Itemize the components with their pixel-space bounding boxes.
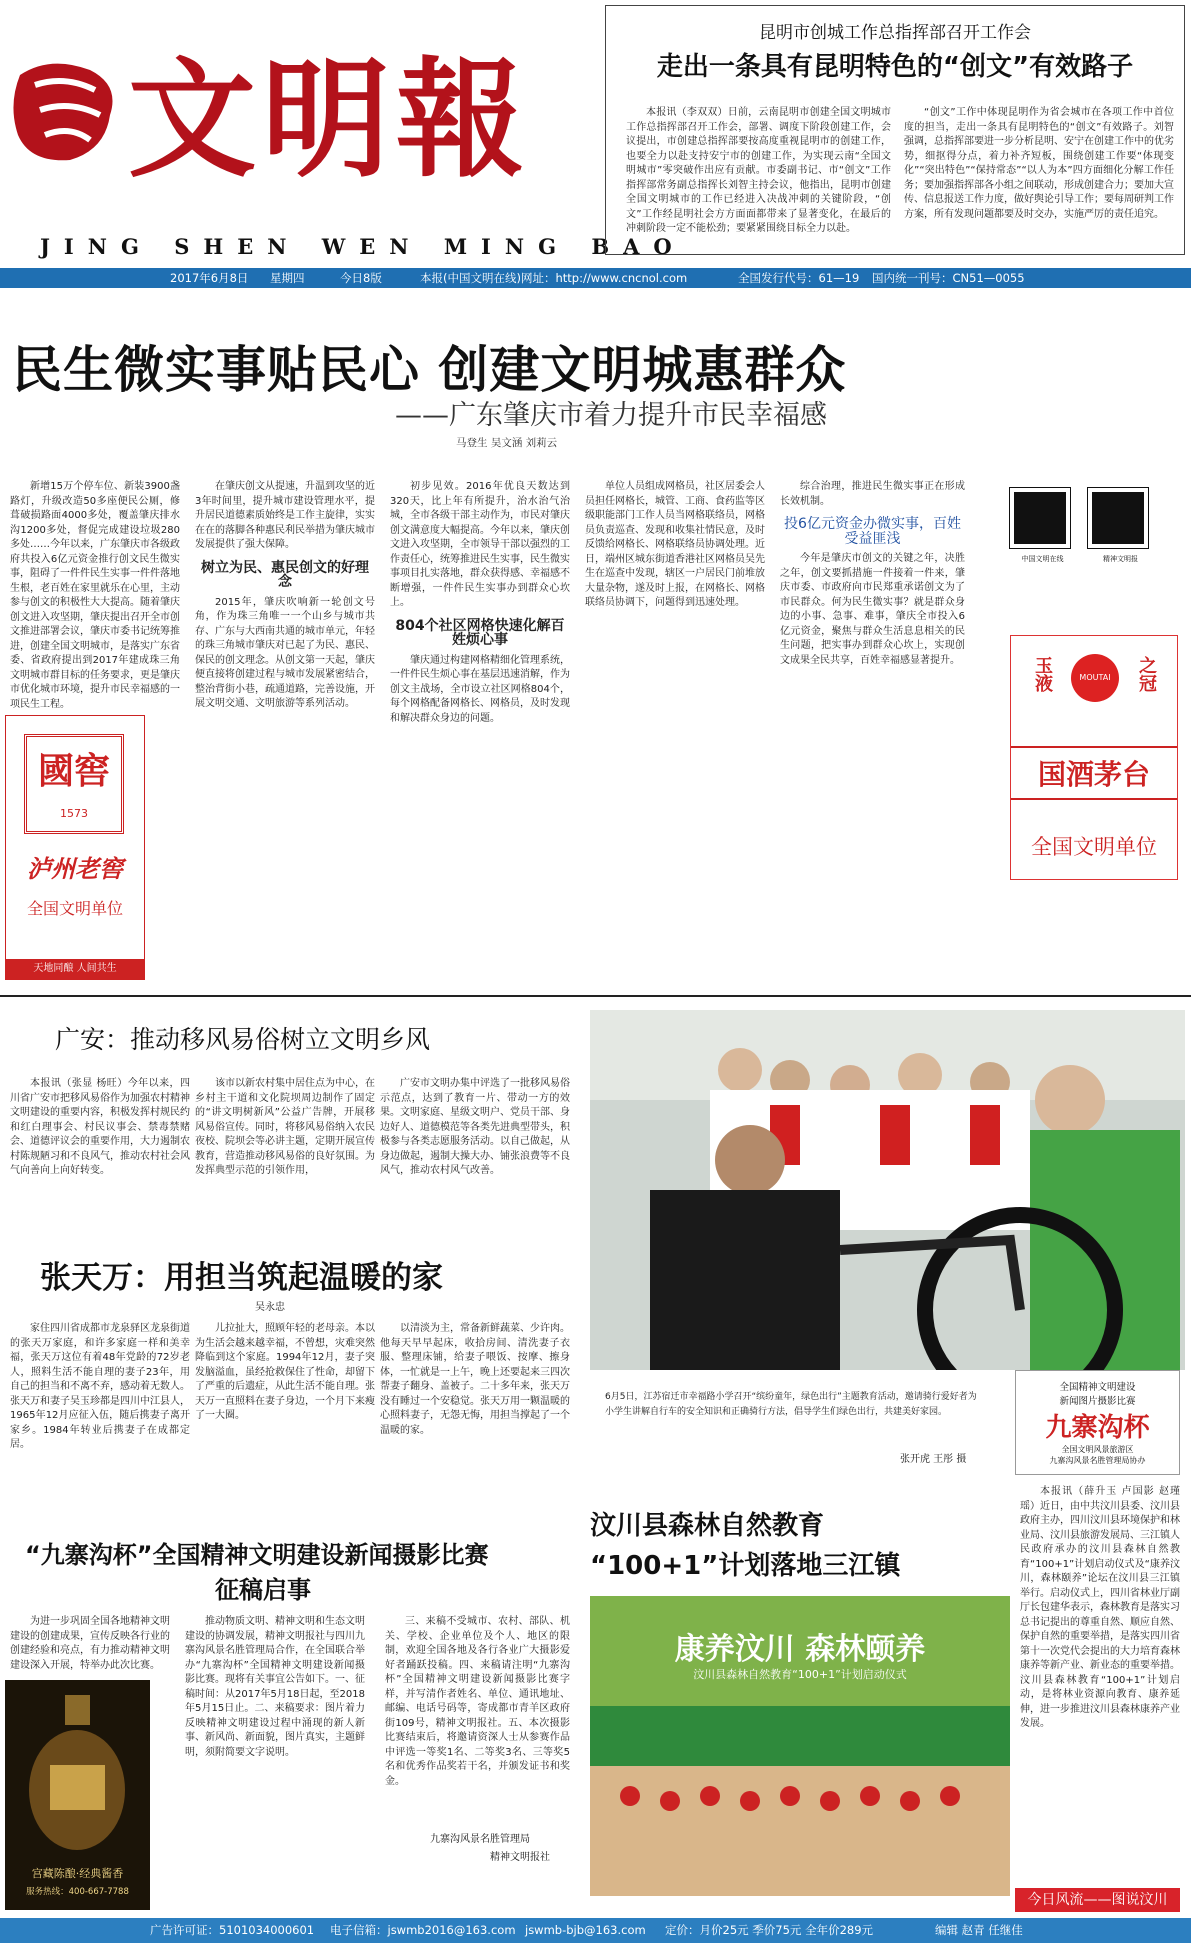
moutai-ad-name: 国酒茅台 [1011, 746, 1177, 800]
guojiao-seal-icon [24, 734, 124, 834]
main-subhead: ——广东肇庆市着力提升市民幸福感 [395, 400, 827, 431]
jiuzhai-ad-line3: 全国文明风景旅游区 [1061, 1445, 1134, 1454]
guojiao-name: 國窖 [37, 751, 110, 792]
guangan-headline[interactable]: 广安：推动移风易俗树立文明乡风 [55, 1025, 431, 1054]
guangan-col1: 本报讯（张显 杨旺）今年以来，四川省广安市把移风易俗作为加强农村精神文明建设的重要内容，积极发挥村规民约和红白理事会、村民议事会、禁毒禁赌会、道德评议会的重要作用，大力遏制农村陈规陋习和不良风气，推动农村社会风气向善向上向好转变。 [10, 1078, 190, 1176]
main-col5: 综合治理，推进民生微实事正在形成长效机制。 投6亿元资金办微实事，百姓受益匪浅 今年是肇庆市创文的关键之年，决胜之年，创文要抓措施一件接着一件来，肇庆市委、市政府向市民郑重承诺创文为了市民群众。何为民生微实事？就是群众身边的小事、急事、难事，肇庆全市投入6亿元资金，聚焦与群众生活息息相关的民生问题，把实事办到群众心坎上，实现创文成果全民共享，百姓幸福感显著提升。 [780, 481, 965, 666]
photo1-credit: 张开虎 王彤 摄 [900, 1454, 967, 1465]
dateline-issue: 全国发行代号：61—19 [738, 271, 860, 285]
dateline-weekday: 星期四 [270, 271, 305, 285]
moutai-ad-right: 之冠 [1136, 656, 1157, 692]
guojiao-ad[interactable] [5, 715, 145, 980]
jiuzhai-ad-line2: 新闻图片摄影比赛 [1059, 1396, 1136, 1407]
zhang-headline[interactable]: 张天万：用担当筑起温暖的家 [40, 1260, 443, 1296]
wenchuan-headline[interactable]: 汶川县森林自然教育 [590, 1511, 825, 1541]
top-story-box [605, 5, 1185, 255]
section-divider [0, 995, 1191, 997]
qr-label-2: 精神文明报 [1103, 555, 1138, 563]
guojiao-year: 1573 [60, 807, 88, 820]
jiuzhai-ad-name: 九寨沟杯 [1045, 1413, 1150, 1443]
main-col3: 初步见效。2016年优良天数达到320天，比上年有所提升，治水治气治城，全市各级干部主动作为，市民对肇庆创文满意度大幅提高。今年以来，肇庆创文进入攻坚期，全市领导干部以强烈的工作责任心，统筹推进民生实事，民生微实事项目扎实落地，群众获得感、幸福感不断增强，一件件民生实事办到群众心坎上。 804个社区网格快速化解百姓烦心事 肇庆通过构建网格精细化管理系统，一件件民生烦心事在基层迅速消解，作为创文主战场，全市设立社区网格804个，每个网格配备网格长、网格员，及时发现和解决群众身边的问题。 [390, 481, 570, 724]
jiuzhai-headline-2: 征稿启事 [215, 1576, 311, 1604]
jiuzhai-col3: 三、来稿不受城市、农村、部队、机关、学校、企业单位及个人、地区的限制，欢迎全国各地及各行各业广大摄影爱好者踊跃投稿。四、来稿请注明“九寨沟杯”全国精神文明建设新闻摄影比赛字样，并写清作者姓名、单位、通讯地址、邮编、电话号码等，寄成都市青羊区政府街109号，精神文明报社。五、本次摄影比赛结束后，将邀请资深人士从参赛作品中评选一等奖1名、二等奖3名、三等奖5名和优秀作品奖若干名，并颁发证书和奖金。 [385, 1616, 570, 1787]
main-col2-subhead: 树立为民、惠民创文的好理念 [201, 559, 369, 590]
dateline-cn: 国内统一刊号：CN51—0055 [872, 271, 1025, 285]
main-col5-subhead: 投6亿元资金办微实事，百姓受益匪浅 [784, 516, 961, 547]
masthead-red-seal [10, 55, 125, 165]
dateline-website[interactable]: 本报(中国文明在线)网址：http://www.cncnol.com [420, 271, 688, 285]
jiuzhai-ad-line4: 九寨沟风景名胜管理局协办 [1049, 1456, 1146, 1465]
footer-license: 广告许可证：5101034000601 [150, 1923, 315, 1937]
dateline-bar [0, 268, 1191, 288]
wenchuan-body: 本报讯（薛升玉 卢国影 赵瑾瑶）近日，由中共汶川县委、汶川县政府主办，四川汶川县环境保护和林业局、汶川县旅游发展局、三江镇人民政府承办的汶川县森林自然教育“100+1”计划启动仪式及“康养汶川，森林颐养”论坛在汶川县三江镇举行。启动仪式上，四川省林业厅副厅长包建华表示，森林教育是落实习总书记提出的尊重自然、顺应自然、保护自然的重要举措，是落实四川省第十一次党代会提出的大力培育森林康养等新产业、新业态的重要举措。汶川县森林教育“100+1”计划启动，是将林业资源向教育、康养延伸，进一步推进汶川县森林康养产业发展。 [1020, 1486, 1180, 1729]
main-col1: 新增15万个停车位、新装3900盏路灯，升级改造50多座便民公厕，修葺破损路面4000多处，覆盖肇庆排水沟1200多处，督促完成建设垃圾280多处……今年以来，广东肇庆市各级政府共投入6亿元资金推行创文民生微实事，阻碍了一件件民生实事一件件落地生根，老百姓在家里就乐在心里，主动参与创文的积极性大大提高。随着肇庆创文进入攻坚期，肇庆提出召开全市创文推进部署会议，肇庆市委书记统筹推进，创建全国文明城市，是落实广东省委、省政府提出到2017年建成珠三角文明城市群目标的任务要求，更是肇庆市优化城市环境，提升市民幸福感的一项民生工程。 [10, 481, 180, 710]
jiuzhai-col2: 推动物质文明、精神文明和生态文明建设的协调发展，精神文明报社与四川九寨沟风景名胜管理局合作，在全国联合举办“九寨沟杯”全国精神文明建设新闻摄影比赛。现将有关事宜公告如下。一、征稿时间：从2017年5月18日起，至2018年5月15日止。二、来稿要求：图片着力反映精神文明建设过程中涌现的新人新事、新风尚、新面貌，图片真实，主题鲜明，须附简要文字说明。 [185, 1616, 365, 1758]
liquor-ad-phone: 服务热线：400-667-7788 [26, 1887, 129, 1897]
liquor-ad[interactable] [5, 1680, 150, 1910]
main-col4: 单位人员组成网格员，社区居委会人员担任网格长，城管、工商、食药监等区级职能部门工作人员当网格联络员，网格员负责巡查、发现和收集社情民意，及时反馈给网格长、网格联络员协调处理。近日，端州区城东街道香港社区网格员吴先生在巡查中发现，辖区一户居民门前堆放大量杂物，遂及时上报，在网格长、网格联络员协调下，问题得到迅速处理。 [585, 481, 765, 608]
qr-code-icon[interactable] [1010, 488, 1070, 548]
liquor-bottle-icon [5, 1680, 150, 1860]
jiuzhai-side-ad[interactable] [1015, 1370, 1180, 1475]
zhang-col3: 以清淡为主，常备新鲜蔬菜、少许肉。他每天早早起床，收拾房间、清洗妻子衣服、整理床铺，给妻子喂饭、按摩、擦身体，一忙就是一上午，晚上还要起来三四次帮妻子翻身、盖被子。二十多年来，张天万没有睡过一个安稳觉。张天万用一颗温暖的心照料妻子，无怨无悔，用担当撑起了一个温暖的家。 [380, 1323, 570, 1436]
footer-bar [0, 1918, 1191, 1943]
zhang-byline: 吴永忠 [255, 1302, 285, 1313]
wenchuan-headline-2: “100+1”计划落地三江镇 [590, 1551, 901, 1581]
top-story-col2: “创文”工作中体现昆明作为省会城市在各项工作中首位度的担当，走出一条具有昆明特色的“创文”有效路子。刘智强调，总指挥部要进一步分析昆明、安宁在创建工作中的优劣势，细抠得分点，着力补齐短板，围绕创建工作要“体现变化”“突出特色”“保持常态”“以人为本”四方面细化分解工作任务；要加强指挥部各小组之间联动，形成创建合力；要加大宣传、信息报送工作力度，做好舆论引导工作；要每周研判工作方案，所有发现问题都要及时交办，实施严厉的责任追究。 [904, 107, 1174, 220]
masthead-title: 文明報 [128, 45, 531, 195]
wenchuan-banner-text: 康养汶川 森林颐养 [674, 1632, 926, 1667]
top-story-kicker: 昆明市创城工作总指挥部召开工作会 [759, 23, 1031, 43]
masthead-pinyin: JING SHEN WEN MING BAO [40, 234, 686, 259]
main-headline[interactable]: 民生微实事贴民心 创建文明城惠群众 [12, 341, 847, 399]
bicycle-photo-icon [590, 1010, 1185, 1370]
zhang-col1: 家住四川省成都市龙泉驿区龙泉街道的张天万家庭，和许多家庭一样和美幸福，张天万这位有着48年党龄的72岁老人，照料生活不能自理的妻子23年，用自己的担当和不离不弃，感动着无数人。张天万和妻子吴玉珍都是四川中江县人，1965年12月应征入伍，随后携妻子离开家乡。1984年转业后携妻子在成都定居。 [10, 1323, 190, 1450]
moutai-logo-icon: MOUTAI [1071, 654, 1119, 702]
footer-email-2[interactable]: jswmb-bjb@163.com [525, 1923, 646, 1937]
main-col2: 在肇庆创文从提速，升温到攻坚的近3年时间里，提升城市建设管理水平，提升居民道德素质始终是工作主旋律，实实在在的落脚各种惠民利民举措为肇庆城市发展提供了强大保障。 树立为民、惠民创文的好理念 2015年，肇庆吹响新一轮创文号角，作为珠三角唯一一个山乡与城市共存、广东与大西南共通的城市单元，年轻的珠三角城市肇庆对已起了为民、惠民、保民的创文理念。从创文第一天起，肇庆便直接将创建过程与城市发展紧密结合，整治背街小巷，疏通道路，完善设施，开展文明交通、文明旅游等系列活动。 [195, 481, 375, 709]
qr-label-1: 中国文明在线 [1021, 555, 1064, 563]
dateline-edition: 今日8版 [340, 271, 382, 285]
moutai-ad-left: 玉液 [1032, 656, 1053, 692]
liquor-ad-brand: 宫藏陈酿·经典酱香 [31, 1867, 124, 1880]
dateline-date: 2017年6月8日 [170, 271, 249, 285]
zhang-col2: 儿拉扯大，照顾年轻的老母亲。本以为生活会越来越幸福，不曾想，灾难突然降临到这个家庭。1994年12月，妻子突发脑溢血，虽经抢救保住了性命，却留下了严重的后遗症，从此生活不能自理。张天万一直照料在妻子身边，一个月下来瘦了一大圈。 [195, 1323, 375, 1421]
moutai-ad-title: 全国文明单位 [1031, 835, 1157, 859]
photo1-caption: 6月5日，江苏宿迁市幸福路小学召开“缤纷童年，绿色出行”主题教育活动，邀请骑行爱好者为小学生讲解自行车的安全知识和正确骑行方法，倡导学生们绿色出行，共建美好家园。 [605, 1392, 977, 1417]
main-byline: 马登生 吴文涵 刘莉云 [456, 437, 558, 449]
main-col3-subhead: 804个社区网格快速化解百姓烦心事 [395, 617, 565, 648]
jiuzhai-ad-line1: 全国精神文明建设 [1059, 1382, 1136, 1393]
qr-code-icon[interactable] [1088, 488, 1148, 548]
wenchuan-caption-tag: 今日风流——图说汶川 [1015, 1888, 1180, 1912]
footer-email[interactable]: 电子信箱：jswmb2016@163.com [330, 1923, 516, 1937]
brush-seal-icon [10, 55, 125, 165]
guojiao-slogan: 天地同酿 人间共生 [6, 959, 144, 979]
footer-price: 定价：月价25元 季价75元 全年价289元 [665, 1923, 874, 1937]
top-story-headline[interactable]: 走出一条具有昆明特色的“创文”有效路子 [656, 52, 1134, 82]
guangan-col3: 广安市文明办集中评选了一批移风易俗示范点，达到了教育一片、带动一方的效果。文明家庭、星级文明户、党员干部、身边好人、道德模范等各类先进典型带头，积极参与各类志愿服务活动。以自己做起，从身边做起，遏制大操大办、铺张浪费等不良风气，推动农村风气改善。 [380, 1078, 570, 1176]
moutai-ad[interactable] [1010, 635, 1178, 880]
footer-editor: 编辑 赵青 任继佳 [935, 1923, 1023, 1937]
jiuzhai-col1: 为进一步巩固全国各地精神文明建设的创建成果，宣传反映各行业的创建经验和亮点，有力推动精神文明建设深入开展，特举办此次比赛。 [10, 1616, 170, 1671]
guangan-col2: 该市以新农村集中居住点为中心，在乡村主干道和文化院坝周边制作了固定的“讲文明树新风”公益广告牌，开展移风易俗宣传。同时，将移风易俗纳入农民夜校、院坝会等必讲主题，定期开展宣传教育，营造推动移风易俗的良好氛围。为发挥典型示范的引领作用， [195, 1078, 375, 1176]
wenchuan-photo[interactable] [590, 1596, 1010, 1896]
bicycle-photo[interactable] [590, 1010, 1185, 1370]
guojiao-title: 全国文明单位 [26, 899, 123, 918]
top-story-col1: 本报讯（李双双）日前，云南昆明市创建全国文明城市工作总指挥部召开工作会，部署、调度下阶段创建工作，会议提出，市创建总指挥部要按高度重视昆明市的创建工作，也要全力以赴支持安宁市的创建工作，为实现云南“全国文明城市”零突破作出应有贡献。市委副书记、市“创文”工作指挥部常务副总指挥长刘智主持会议，他指出，昆明市创建全国文明城市的工作已经进入决战冲刺的关键阶段，“创文”工作经昆明社会方方面面都带来了显著变化，在最后的冲刺阶段一定不能松劲；要紧紧围绕目标全力以赴。 [626, 107, 891, 234]
jiuzhai-sign1: 九寨沟风景名胜管理局 [430, 1834, 530, 1845]
guojiao-brand: 泸州老窖 [27, 855, 123, 883]
jiuzhai-sign2: 精神文明报社 [490, 1852, 550, 1863]
jiuzhai-headline[interactable]: “九寨沟杯”全国精神文明建设新闻摄影比赛 [25, 1541, 489, 1569]
wenchuan-banner-sub: 汶川县森林自然教育“100+1”计划启动仪式 [693, 1668, 907, 1681]
qr-code-group [1005, 488, 1180, 573]
